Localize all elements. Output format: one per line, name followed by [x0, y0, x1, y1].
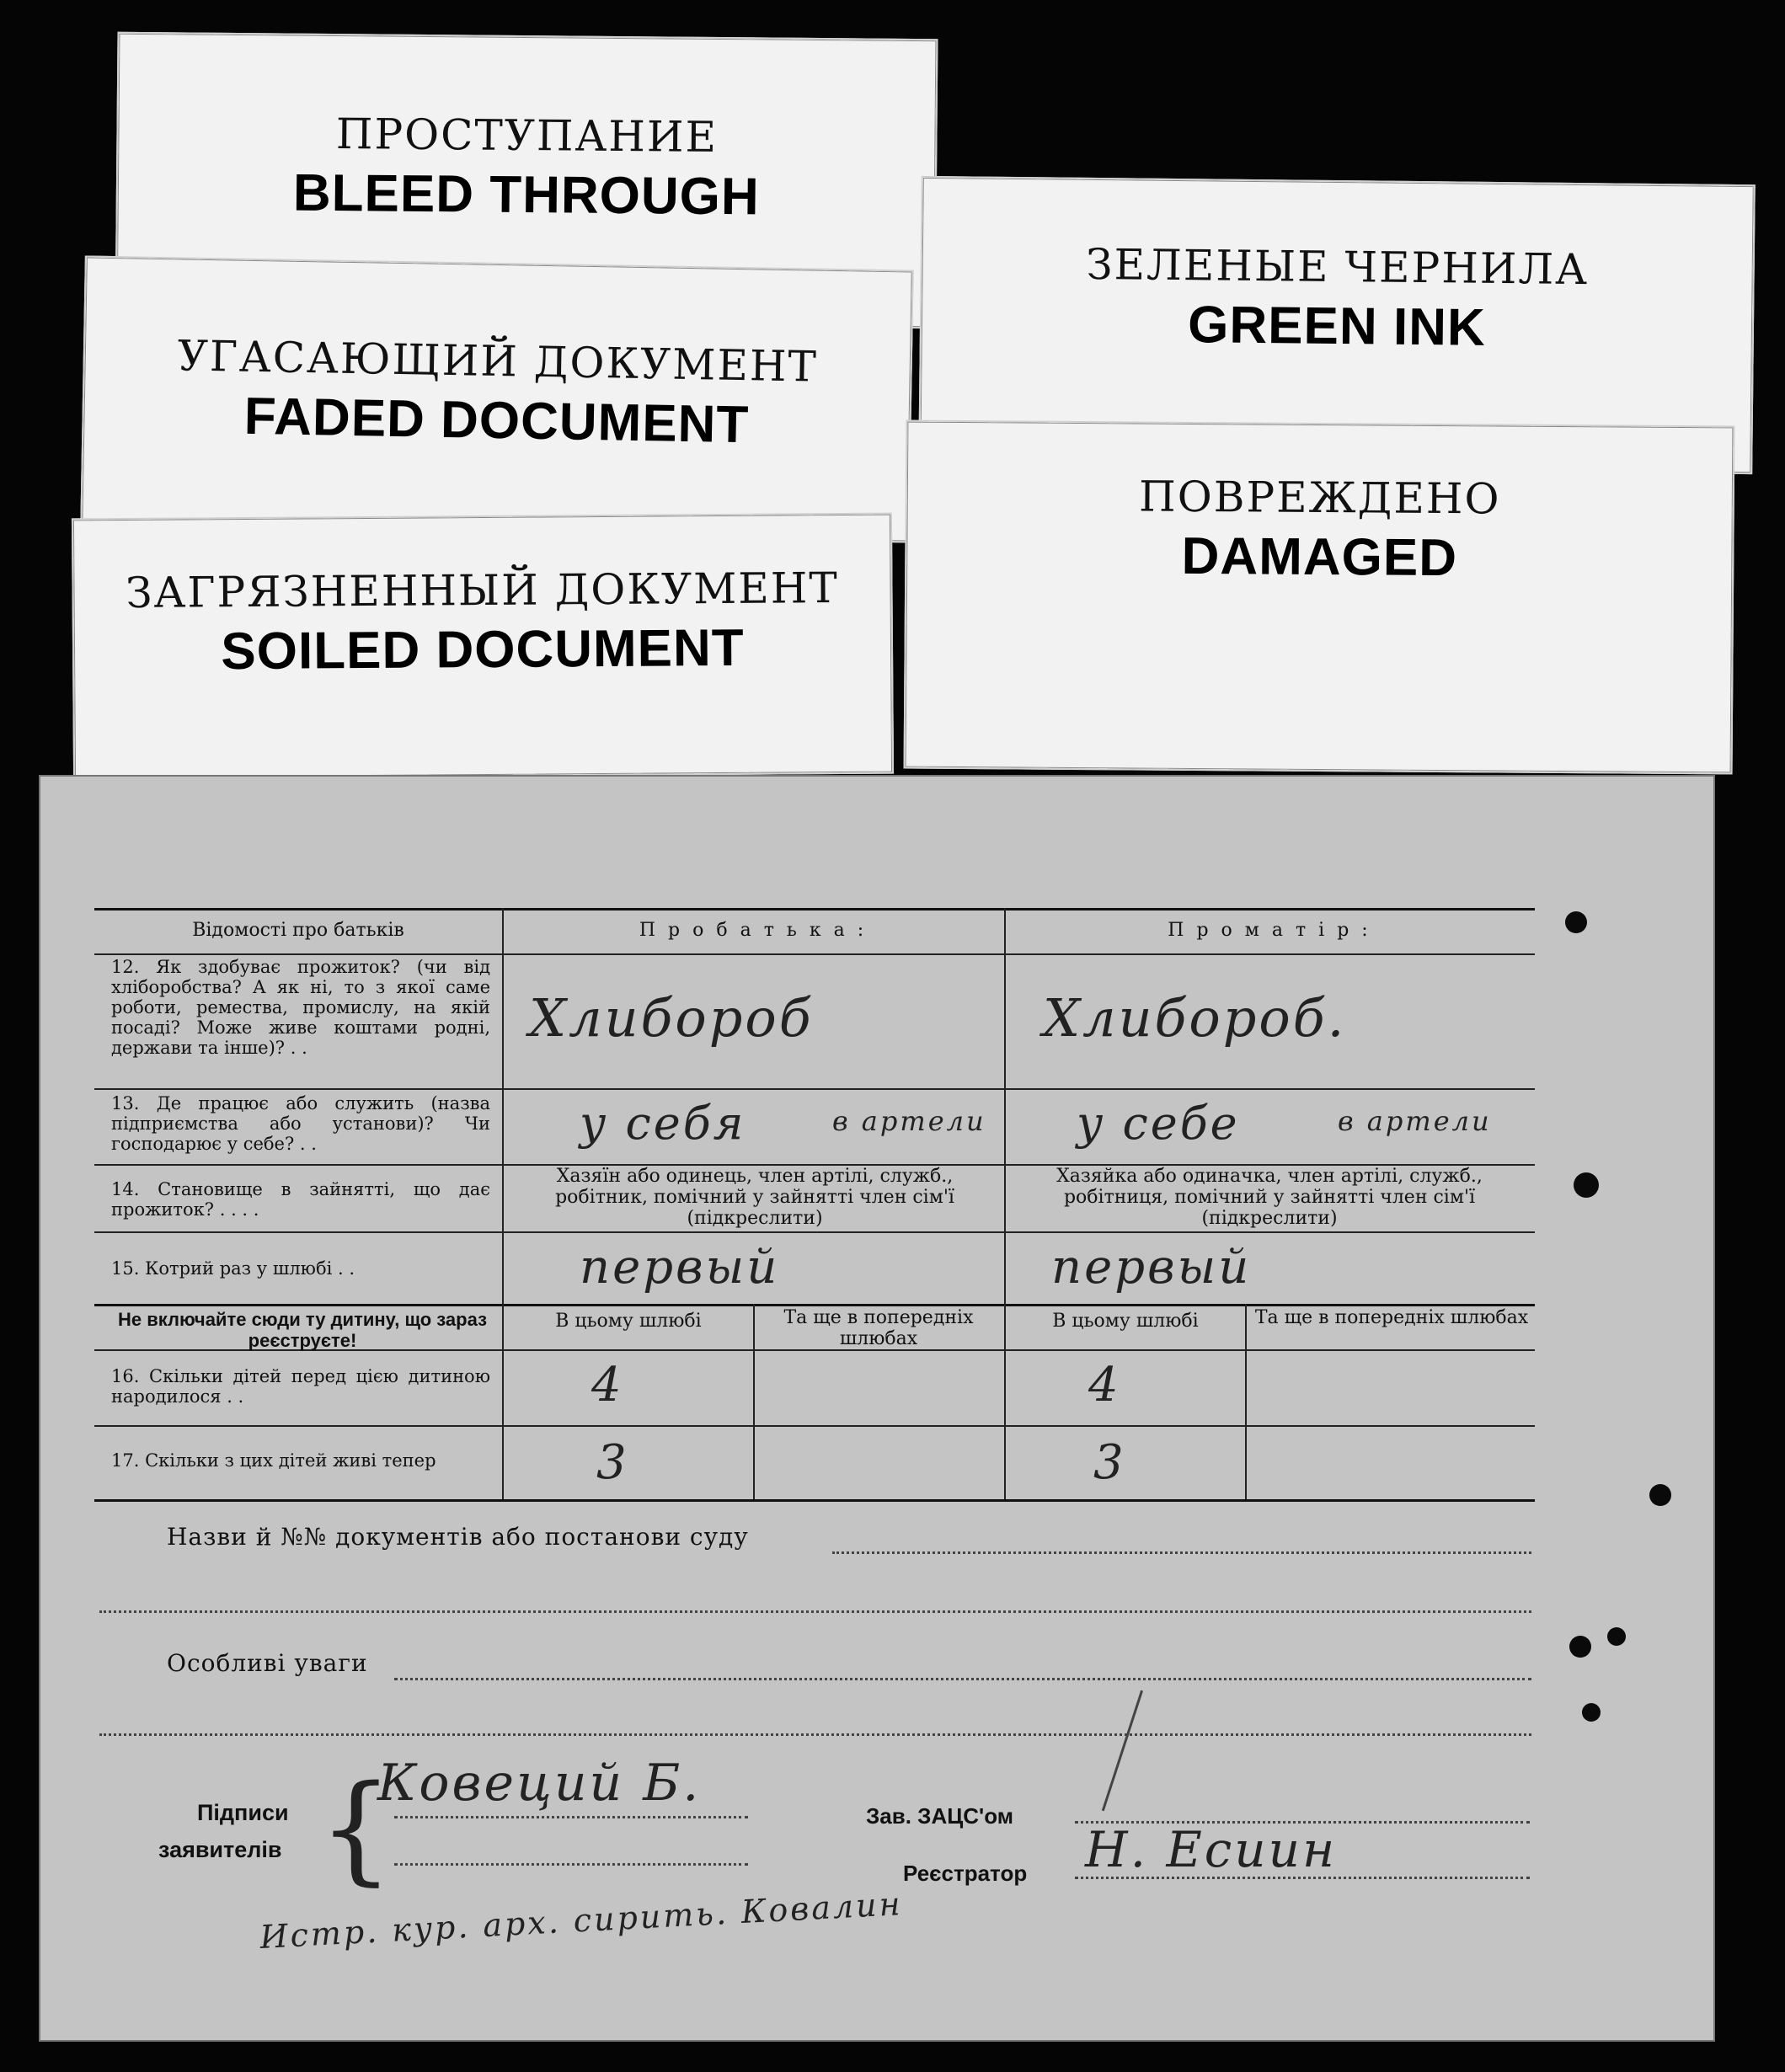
- this-marriage-father: В цьому шлюбі: [555, 1311, 702, 1332]
- q14-mother-options: Хазяйка або одиначка, член артілі, служб., робітниця, помічний у зайнятті член сім'ї (підкреслити): [1056, 1166, 1483, 1229]
- registrar-label: Реєстратор: [903, 1861, 1028, 1886]
- label-en: GREEN INK: [1187, 296, 1487, 357]
- damage-hole: [1569, 1636, 1591, 1658]
- q16-mother-answer: 4: [1088, 1358, 1121, 1412]
- head-signature-stroke: [1102, 1690, 1239, 1843]
- q12-mother-answer: Хлибороб.: [1043, 987, 1347, 1049]
- signatures-label-1: Підписи: [197, 1800, 289, 1825]
- q17-father-answer: 3: [596, 1435, 629, 1490]
- remarks-label: Особливі уваги: [167, 1649, 368, 1677]
- q13-father-addition: в артели: [832, 1105, 986, 1137]
- label-en: FADED DOCUMENT: [243, 387, 750, 455]
- this-marriage-mother: В цьому шлюбі: [1052, 1311, 1199, 1332]
- label-card-soiled-document: [72, 513, 894, 780]
- question-17: 17. Скільки з цих дітей живі тепер: [111, 1450, 436, 1471]
- question-15: 15. Котрий раз у шлюбі . .: [111, 1258, 355, 1279]
- applicant-signature: Ковеций Б.: [377, 1754, 702, 1813]
- label-card-damaged: [904, 420, 1735, 775]
- label-en: BLEED THROUGH: [292, 163, 761, 227]
- q15-father-answer: первый: [580, 1240, 780, 1295]
- q12-father-answer: Хлибороб: [529, 987, 814, 1049]
- label-ru: ЗАГРЯЗНЕННЫЙ ДОКУМЕНТ: [126, 563, 839, 617]
- question-16: 16. Скільки дітей перед цією дитиною народилося . .: [111, 1366, 490, 1407]
- registration-form: [39, 775, 1715, 2042]
- q16-father-answer: 4: [591, 1358, 624, 1412]
- damage-hole: [1565, 911, 1587, 933]
- label-ru: УГАСАЮЩИЙ ДОКУМЕНТ: [177, 331, 819, 392]
- signatures-label-2: заявителів: [158, 1837, 282, 1862]
- question-13: 13. Де працює або служить (назва підприємства або установи)? Чи господарює у себе? . .: [111, 1093, 490, 1154]
- q13-mother-addition: в артели: [1338, 1105, 1492, 1137]
- damage-hole: [1582, 1703, 1601, 1722]
- q15-mother-answer: первый: [1051, 1240, 1252, 1295]
- q14-father-options: Хазяїн або одинець, член артілі, служб., робітник, помічний у зайнятті член сім'ї (підкреслити): [555, 1166, 954, 1229]
- label-ru: ЗЕЛЕНЫЕ ЧЕРНИЛА: [1086, 239, 1590, 295]
- damage-hole: [1649, 1484, 1671, 1506]
- label-en: DAMAGED: [1181, 526, 1458, 588]
- q17-mother-answer: 3: [1093, 1435, 1126, 1490]
- head-label: Зав. ЗАЦС'ом: [866, 1803, 1013, 1829]
- label-en: SOILED DOCUMENT: [221, 618, 745, 681]
- bottom-annotation: Истр. кур. арх. сирить. Ковалин: [259, 1885, 904, 1956]
- previous-marriages-father: Та ще в попередніх шлюбах: [783, 1307, 974, 1349]
- brace-icon: {: [318, 1760, 394, 1898]
- label-ru: ПОВРЕЖДЕНО: [1138, 472, 1501, 524]
- label-card-faded-document: [80, 255, 914, 542]
- label-ru: ПРОСТУПАНИЕ: [335, 109, 719, 162]
- q13-mother-answer: у себе: [1077, 1097, 1240, 1150]
- mother-header: П р о м а т і р :: [1168, 920, 1371, 941]
- previous-marriages-mother: Та ще в попередніх шлюбах: [1254, 1307, 1529, 1328]
- q13-father-answer: у себя: [580, 1097, 746, 1150]
- father-header: П р о б а т ь к а :: [639, 920, 868, 941]
- registrar-signature: Н. Есиин: [1085, 1821, 1338, 1878]
- damage-hole: [1607, 1627, 1626, 1646]
- section-header: Відомості про батьків: [192, 920, 404, 941]
- documents-label: Назви й №№ документів або постанови суду: [167, 1523, 749, 1551]
- question-14: 14. Становище в зайнятті, що дає прожиток? . . . .: [111, 1179, 490, 1220]
- exclude-note: Не включайте сюди ту дитину, що зараз реєструєте!: [117, 1309, 488, 1351]
- damage-hole: [1574, 1172, 1599, 1198]
- question-12: 12. Як здобуває прожиток? (чи від хліборобства? А як ні, то з якої саме роботи, ремества, промислу, на якій посаді? Може живе коштами родні, держави та інше)? . .: [111, 957, 490, 1058]
